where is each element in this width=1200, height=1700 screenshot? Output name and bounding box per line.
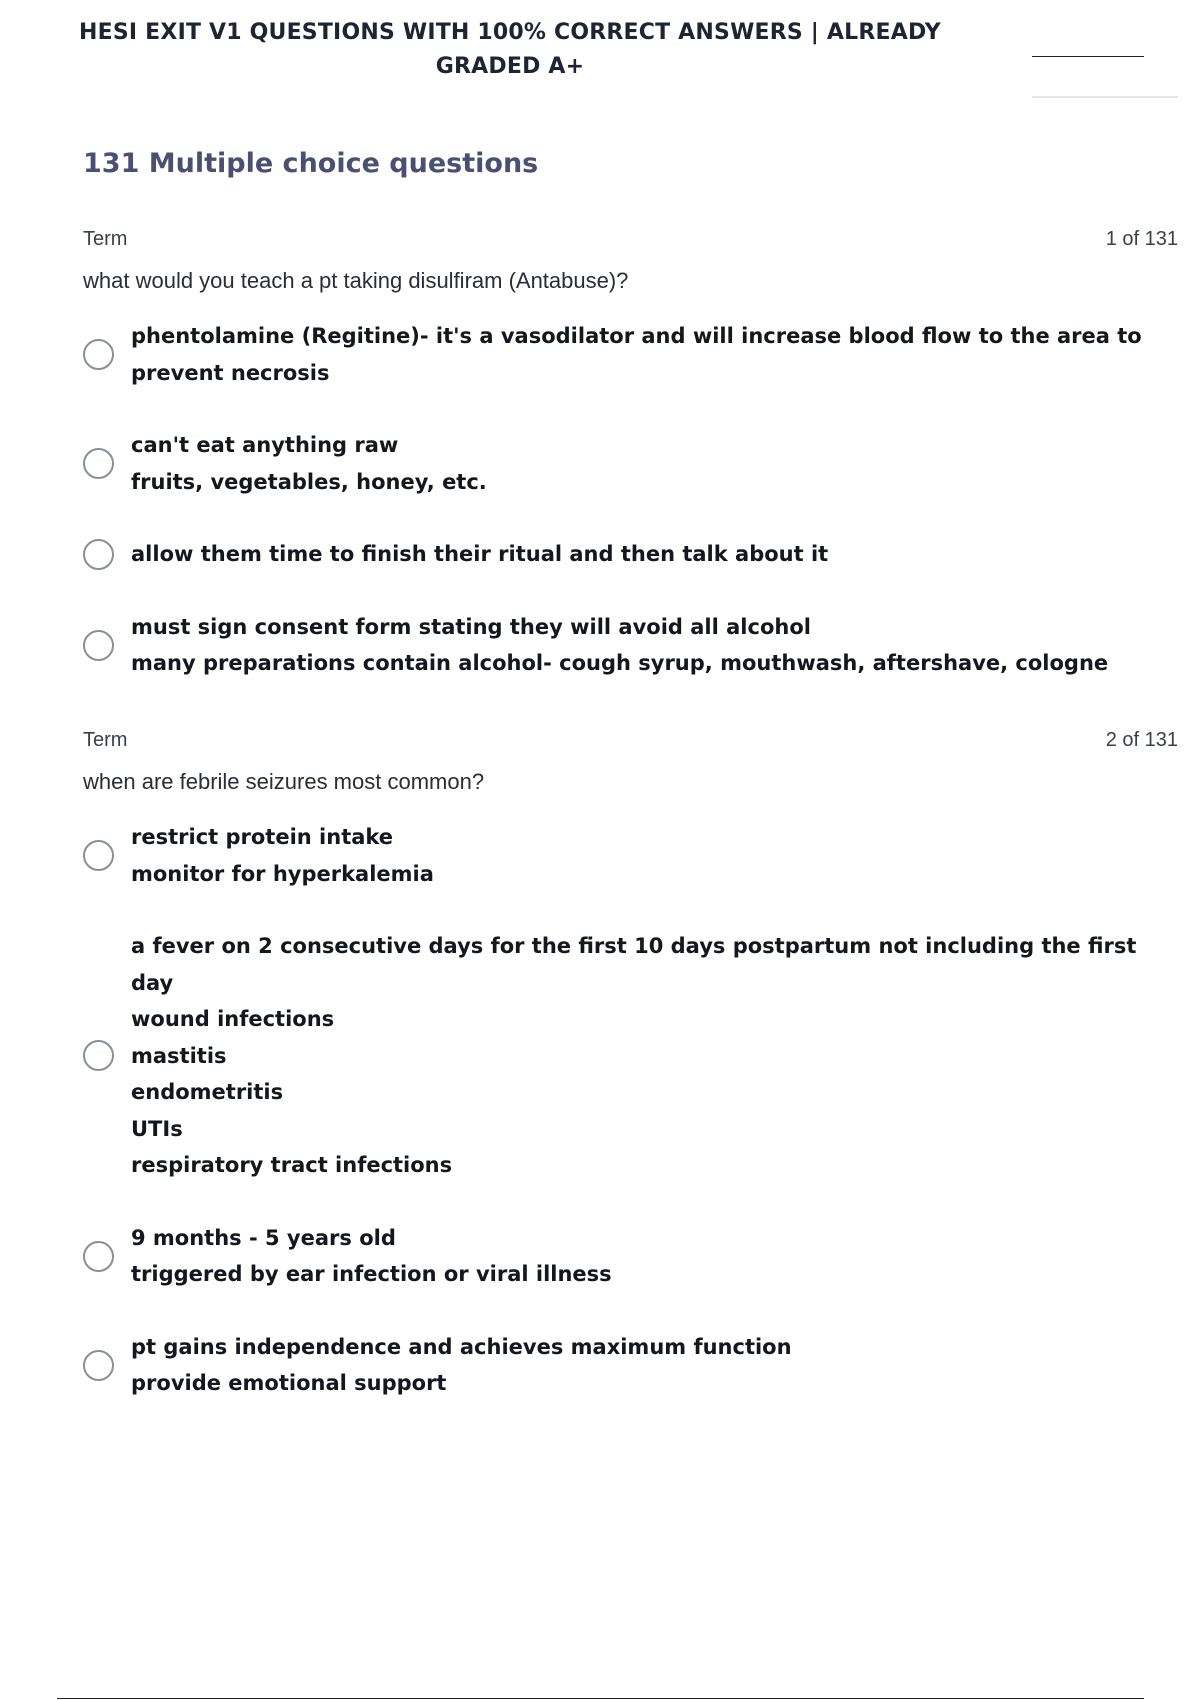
answer-option-text: phentolamine (Regitine)- it's a vasodilator and will increase blood flow to the area to prevent necrosis bbox=[131, 324, 1142, 385]
document-header bbox=[60, 16, 960, 84]
answer-option-text: a fever on 2 consecutive days for the first 10 days postpartum not including the first day wound infections mastitis endometritis UTIs respiratory tract infections bbox=[131, 934, 1137, 1177]
document-title-line-1: HESI EXIT V1 QUESTIONS WITH 100% CORRECT ANSWERS | ALREADY bbox=[79, 20, 941, 45]
answer-options bbox=[83, 318, 1178, 682]
radio-button[interactable] bbox=[83, 448, 114, 479]
question-counter: 1 of 131 bbox=[1105, 228, 1178, 250]
answer-option-text: must sign consent form stating they will avoid all alcohol many preparations contain alcohol- cough syrup, mouthwash, aftershave, cologne bbox=[131, 614, 1109, 675]
term-label: Term bbox=[83, 228, 128, 250]
answer-option-text: restrict protein intake monitor for hyperkalemia bbox=[131, 825, 434, 886]
answer-option-text: 9 months - 5 years old triggered by ear infection or viral illness bbox=[131, 1225, 612, 1286]
radio-button[interactable] bbox=[83, 339, 114, 370]
answer-option[interactable] bbox=[83, 819, 1178, 892]
radio-button[interactable] bbox=[83, 1040, 114, 1071]
answer-option[interactable] bbox=[83, 318, 1178, 391]
answer-option[interactable] bbox=[83, 928, 1178, 1184]
question-prompt: what would you teach a pt taking disulfiram (Antabuse)? bbox=[83, 268, 629, 293]
question-meta bbox=[83, 729, 1178, 759]
answer-options bbox=[83, 819, 1178, 1402]
section-title: 131 Multiple choice questions bbox=[83, 148, 539, 179]
radio-button[interactable] bbox=[83, 630, 114, 661]
radio-button[interactable] bbox=[83, 1241, 114, 1272]
question-card-2 bbox=[83, 729, 1178, 1438]
radio-button[interactable] bbox=[83, 539, 114, 570]
answer-option[interactable] bbox=[83, 536, 1178, 573]
footer-rule bbox=[57, 1698, 1144, 1699]
header-rule bbox=[1032, 56, 1144, 57]
document-title-line-2: GRADED A+ bbox=[435, 54, 585, 79]
question-card-1 bbox=[83, 228, 1178, 718]
term-label: Term bbox=[83, 729, 128, 751]
answer-option[interactable] bbox=[83, 609, 1178, 682]
question-prompt: when are febrile seizures most common? bbox=[83, 769, 485, 794]
answer-option-text: can't eat anything raw fruits, vegetables, honey, etc. bbox=[131, 433, 487, 494]
radio-button[interactable] bbox=[83, 840, 114, 871]
question-counter: 2 of 131 bbox=[1105, 729, 1178, 751]
answer-option-text: pt gains independence and achieves maximum function provide emotional support bbox=[131, 1334, 792, 1395]
answer-option[interactable] bbox=[83, 427, 1178, 500]
radio-button[interactable] bbox=[83, 1350, 114, 1381]
answer-option-text: allow them time to finish their ritual and then talk about it bbox=[131, 542, 829, 566]
answer-option[interactable] bbox=[83, 1220, 1178, 1293]
header-divider bbox=[1032, 96, 1178, 98]
answer-option[interactable] bbox=[83, 1329, 1178, 1402]
question-meta bbox=[83, 228, 1178, 258]
